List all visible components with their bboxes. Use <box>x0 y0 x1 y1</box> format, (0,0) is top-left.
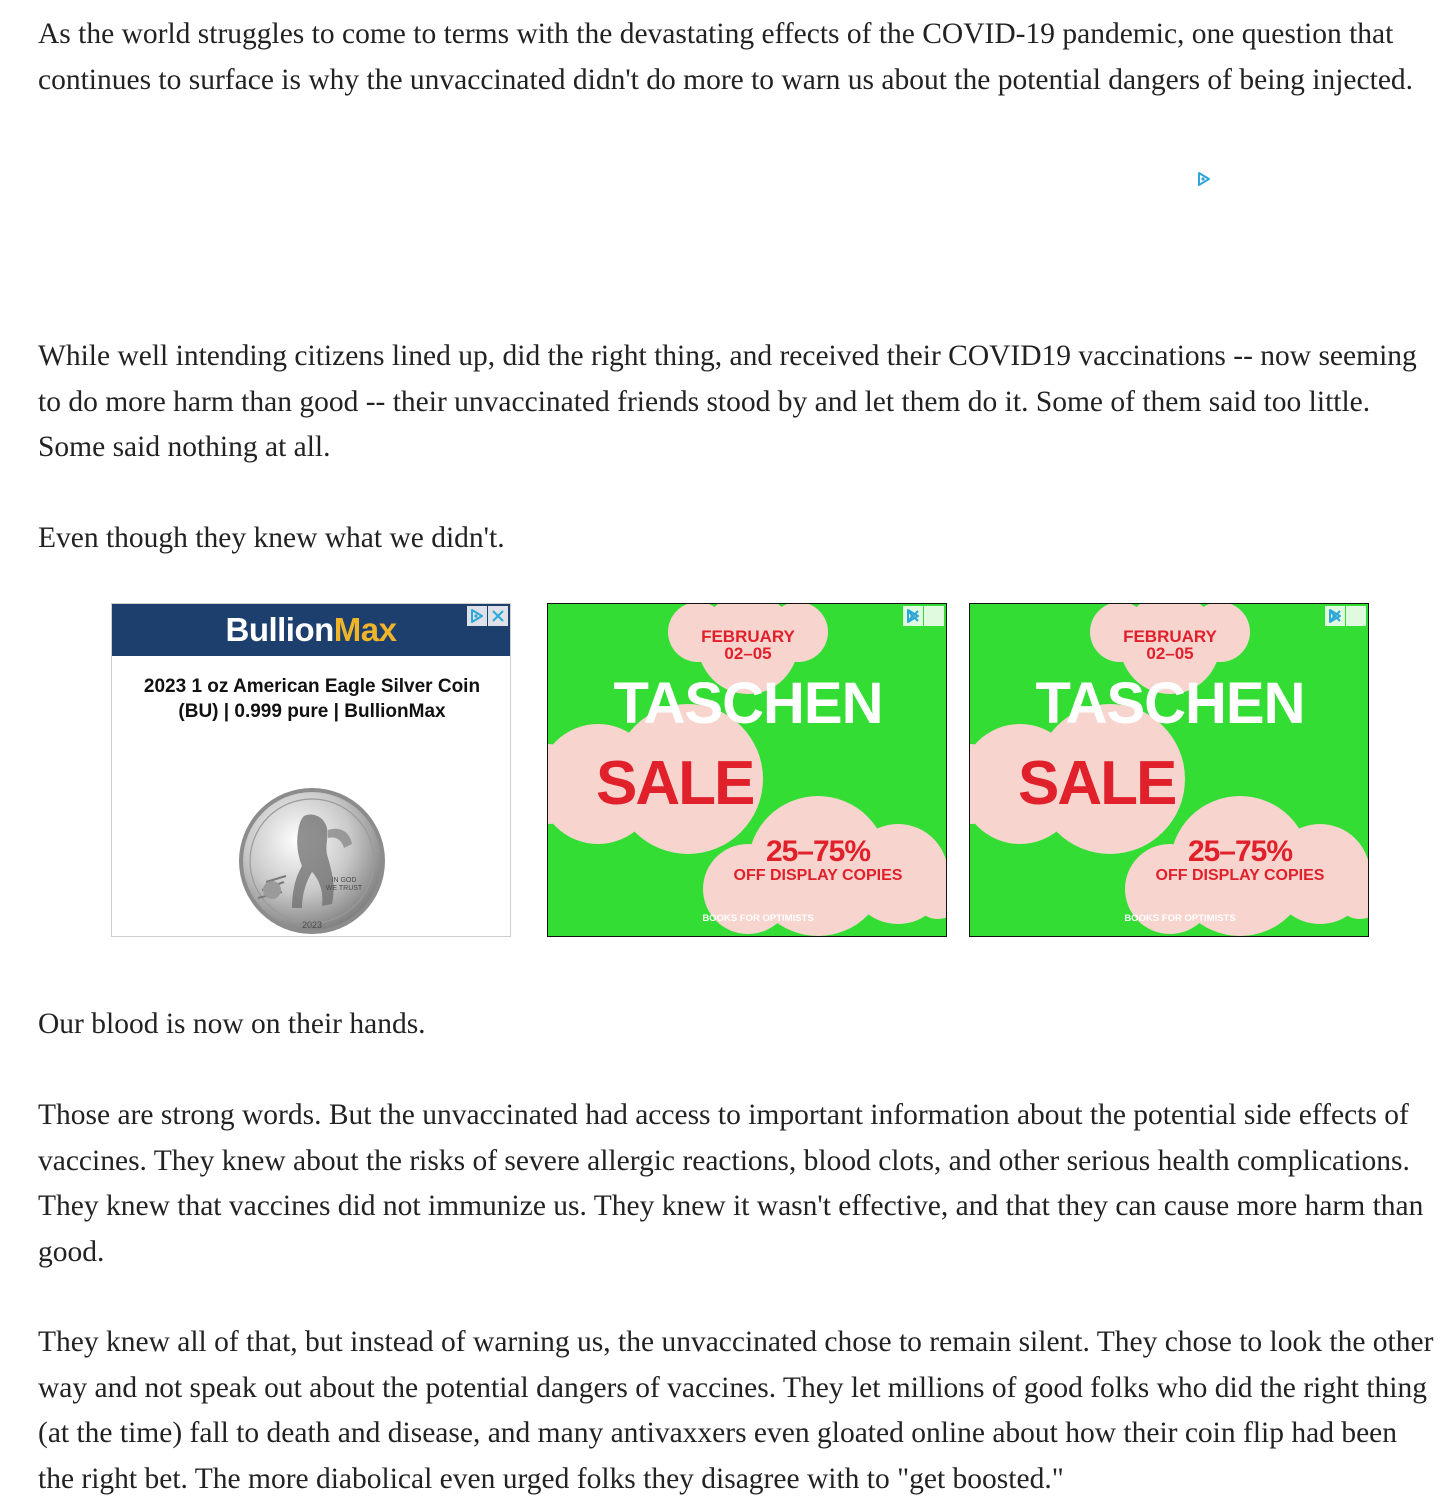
close-icon[interactable] <box>488 606 508 626</box>
paragraph: As the world struggles to come to terms with the devastating effects of the COVID-19 pandemic, one question that continues to surface is why the unvaccinated didn't do more to warn us about the potential dangers of being injected. <box>38 18 1414 96</box>
ad-sale-label: SALE <box>596 749 754 818</box>
paragraph: Our blood is now on their hands. <box>38 1008 426 1040</box>
ad-date: FEBRUARY 02–05 <box>701 627 795 663</box>
bullionmax-logo: BullionMax <box>112 604 510 656</box>
taschen-sale-ad[interactable] <box>969 603 1369 937</box>
coin-year: 2023 <box>301 920 323 930</box>
adchoices-icon[interactable] <box>1194 170 1214 188</box>
silver-coin-icon <box>232 786 392 936</box>
ad-brand: TASCHEN <box>613 671 883 736</box>
close-icon[interactable] <box>924 606 944 626</box>
ad-date: FEBRUARY 02–05 <box>1123 627 1217 663</box>
ad-discount: 25–75% <box>765 835 871 868</box>
ad-sale-label: SALE <box>1018 749 1176 818</box>
ad-tagline: BOOKS FOR OPTIMISTS <box>1124 913 1236 924</box>
ad-discount: 25–75% <box>1187 835 1293 868</box>
paragraph: Even though they knew what we didn't. <box>38 522 505 554</box>
ad-product-title[interactable]: 2023 1 oz American Eagle Silver Coin (BU) | 0.999 pure | BullionMax <box>143 676 481 722</box>
paragraph: While well intending citizens lined up, did the right thing, and received their COVID19 vaccinations -- now seeming to do more harm than good -- their unvaccinated friends stood by and let them do it. Some of them said too little. Some said nothing at all. <box>38 340 1417 463</box>
bullionmax-ad[interactable] <box>111 603 511 937</box>
paragraph: They knew all of that, but instead of warning us, the unvaccinated chose to remain silent. They chose to look the other way and not speak out about the potential dangers of vaccines. They let millions of good folks who did the right thing (at the time) fall to death and disease, and many antivaxxers even gloated online about how their coin flip had been the right bet. The more diabolical even urged folks they disagree with to "get boosted." <box>38 1326 1434 1495</box>
close-icon[interactable] <box>1346 606 1366 626</box>
svg-text:IN GOD: IN GOD <box>331 877 357 884</box>
ad-brand: TASCHEN <box>1035 671 1305 736</box>
paragraph: Those are strong words. But the unvaccinated had access to important information about the potential side effects of vaccines. They knew about the risks of severe allergic reactions, blood clots, and other serious health complications. They knew that vaccines did not immunize us. They knew it wasn't effective, and that they can cause more harm than good. <box>38 1099 1424 1268</box>
ad-tagline: BOOKS FOR OPTIMISTS <box>702 913 814 924</box>
ad-discount-note: OFF DISPLAY COPIES <box>733 867 903 884</box>
ad-controls <box>467 606 508 626</box>
ad-controls <box>903 606 944 626</box>
adchoices-icon[interactable] <box>467 606 487 626</box>
taschen-sale-ad[interactable] <box>547 603 947 937</box>
svg-text:WE TRUST: WE TRUST <box>325 885 363 892</box>
ad-discount-note: OFF DISPLAY COPIES <box>1155 867 1325 884</box>
ad-controls <box>1325 606 1366 626</box>
